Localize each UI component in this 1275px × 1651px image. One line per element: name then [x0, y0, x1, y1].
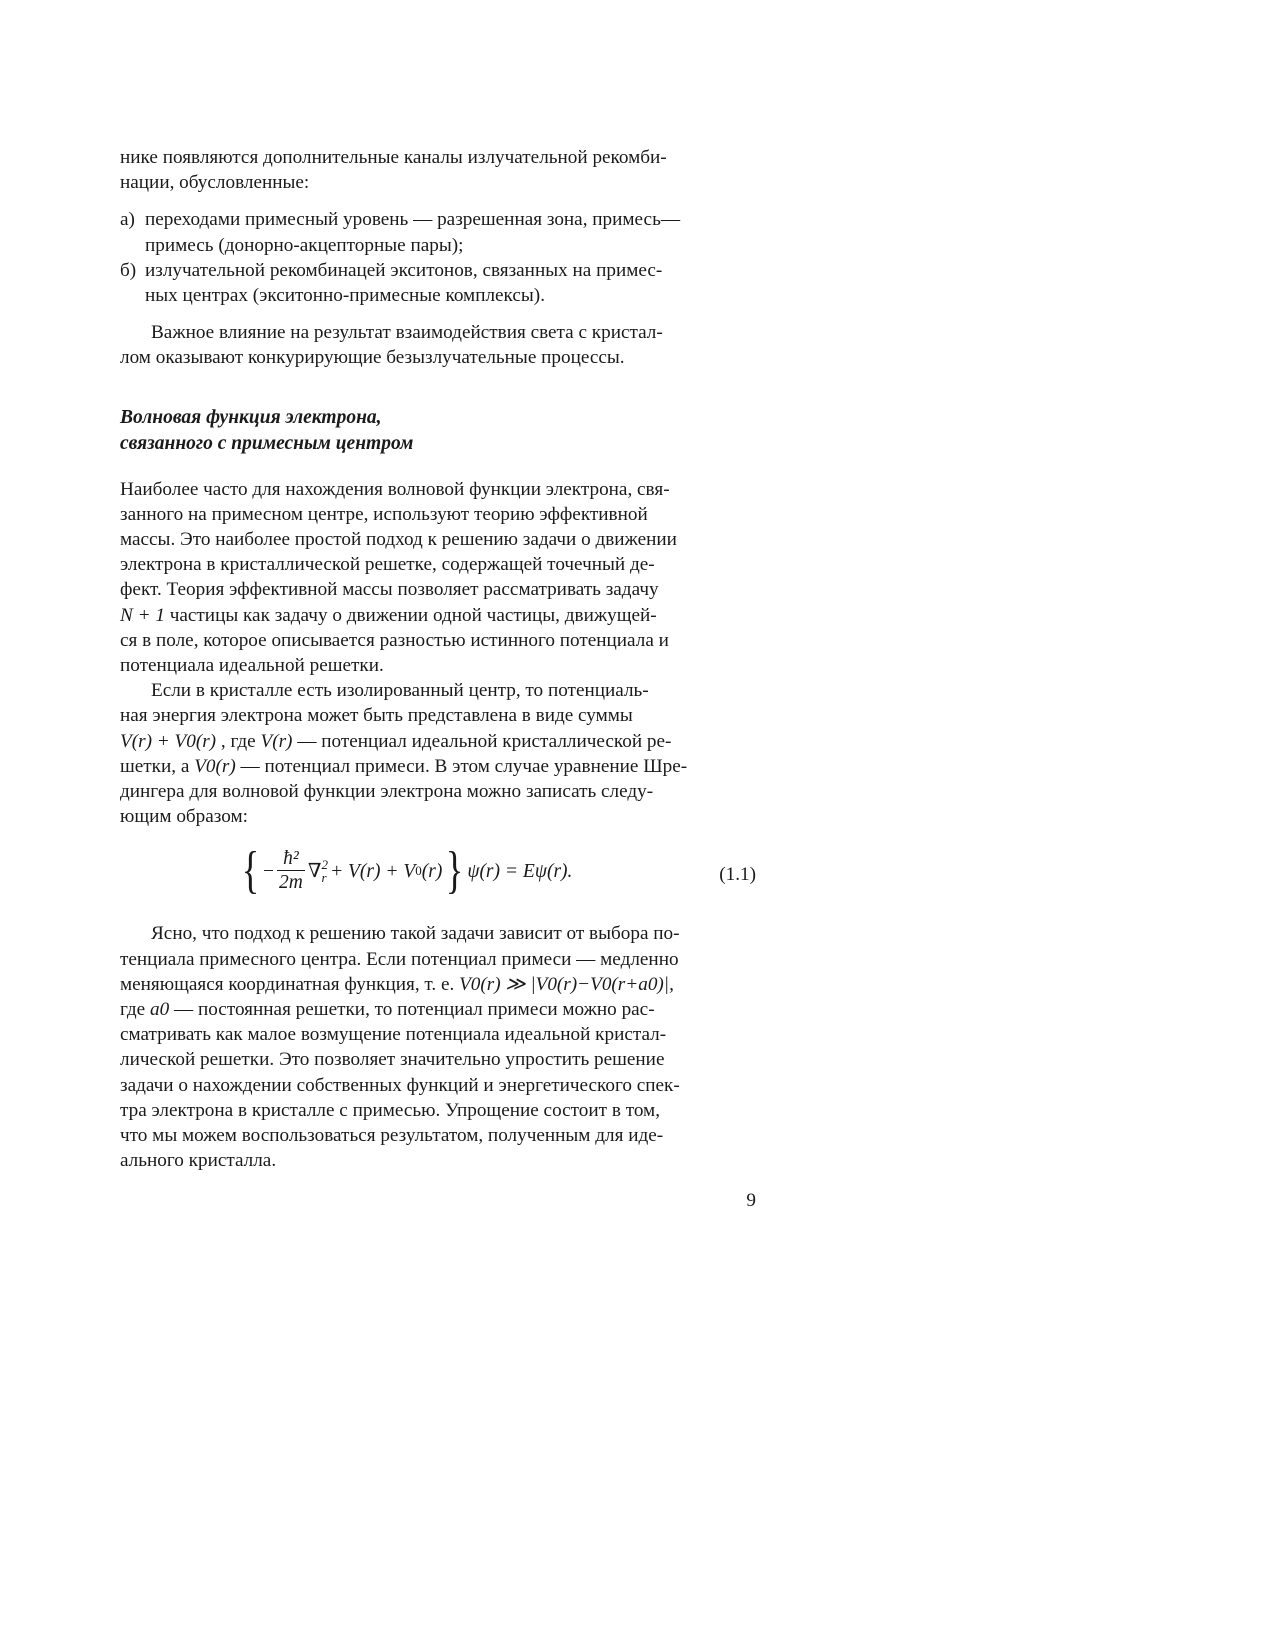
intro-paragraph	[120, 145, 756, 195]
list-marker: а)	[120, 209, 135, 231]
list-line: переходами примесный уровень — разрешенная зона, примесь—	[145, 209, 681, 231]
text-line: задачи о нахождении собственных функций и энергетического спек-	[120, 1074, 680, 1096]
text-fragment: где	[120, 999, 150, 1021]
solution-approach-paragraph	[120, 921, 756, 1173]
text-line: частицы как задачу о движении одной частицы, движущей-	[164, 604, 657, 626]
text-line: дингера для волновой функции электрона можно записать следу-	[120, 781, 654, 803]
text-line: тенциала примесного центра. Если потенциал примеси — медленно	[120, 948, 679, 970]
section-title-line: Волновая функция электрона,	[120, 406, 382, 428]
text-line: ального кристалла.	[120, 1150, 277, 1172]
text-line: Если в кристалле есть изолированный центр, то потенциаль-	[151, 680, 649, 702]
equation-terms: + V(r) + V	[329, 860, 416, 882]
text-line: занного на примесном центре, используют теорию эффективной	[120, 503, 648, 525]
intro-line: нации, обусловленные:	[120, 172, 310, 194]
nabla-subscript: r	[321, 870, 327, 886]
inline-math: a0	[150, 999, 170, 1021]
recombination-list	[120, 207, 756, 308]
list-line: ных центрах (экситонно-примесные комплексы).	[145, 285, 545, 307]
inline-math: V0(r)	[194, 755, 236, 777]
text-line: ная энергия электрона может быть представлена в виде суммы	[120, 705, 633, 727]
text-line: что мы можем воспользоваться результатом, полученным для иде-	[120, 1125, 664, 1147]
page-number: 9	[746, 1189, 756, 1211]
text-line: ющим образом:	[120, 806, 248, 828]
text-line: лом оказывают конкурирующие безызлучательные процессы.	[120, 347, 625, 369]
isolated-center-paragraph	[120, 678, 756, 829]
text-line: Ясно, что подход к решению такой задачи зависит от выбора по-	[151, 923, 680, 945]
text-fragment: , где	[216, 730, 261, 752]
equation-body: { − $\frac{\text{ħ²}}{2m}$ ∇ 2 r + V(r) + V 0 (r) } ψ(r) = Eψ(r).	[241, 842, 573, 900]
equation-rhs: ψ(r) = Eψ(r).	[467, 860, 573, 882]
text-line: сматривать как малое возмущение потенциала идеальной кристал-	[120, 1024, 667, 1046]
text-line: Наиболее часто для нахождения волновой функции электрона, свя-	[120, 478, 670, 500]
list-item	[120, 258, 756, 308]
fraction	[277, 848, 305, 895]
text-line: массы. Это наиболее простой подход к решению задачи о движении	[120, 529, 677, 551]
text-fragment: шетки, а	[120, 755, 195, 777]
text-fragment: — потенциал идеальной кристаллической ре-	[292, 730, 672, 752]
equation-terms: (r)	[421, 860, 443, 882]
fraction-denominator: 2m	[278, 871, 303, 893]
effective-mass-paragraph	[120, 477, 756, 679]
text-fragment: — потенциал примеси. В этом случае уравнение Шре-	[235, 755, 688, 777]
list-line: примесь (донорно-акцепторные пары);	[145, 234, 464, 256]
text-line: лической решетки. Это позволяет значительно упростить решение	[120, 1049, 665, 1071]
text-fragment: меняющаяся координатная функция, т. е.	[120, 973, 460, 995]
page-content	[120, 145, 756, 1213]
list-item-text	[145, 258, 756, 308]
text-line: фект. Теория эффективной массы позволяет рассматривать задачу	[120, 579, 659, 601]
inline-math: N + 1	[120, 604, 165, 626]
fraction-numerator: ħ²	[283, 847, 299, 869]
inline-math: V0(r) ≫ |V0(r)−V0(r+a0)|,	[459, 973, 674, 995]
text-line: электрона в кристаллической решетке, содержащей точечный де-	[120, 554, 655, 576]
minus-sign: −	[262, 860, 274, 882]
nabla-scripts	[321, 858, 328, 884]
inline-math: V(r)	[260, 730, 293, 752]
nabla-symbol: ∇	[307, 860, 322, 882]
close-brace: }	[446, 842, 464, 900]
list-line: излучательной рекомбинацей экситонов, связанных на примес-	[145, 259, 663, 281]
schrodinger-equation	[120, 841, 756, 911]
text-fragment: — постоянная решетки, то потенциал примеси можно рас-	[169, 999, 655, 1021]
intro-line: нике появляются дополнительные каналы излучательной рекомби-	[120, 147, 667, 168]
list-marker: б)	[120, 259, 137, 281]
equation-number: (1.1)	[719, 864, 756, 886]
section-title-line: связанного с примесным центром	[120, 432, 414, 454]
inline-math: V(r) + V0(r)	[120, 730, 217, 752]
list-item-text	[145, 207, 756, 257]
text-line: тра электрона в кристалле с примесью. Упрощение состоит в том,	[120, 1099, 660, 1121]
open-brace: {	[241, 842, 260, 900]
section-title	[120, 405, 756, 457]
text-line: ся в поле, которое описывается разностью истинного потенциала и	[120, 629, 669, 651]
text-line: Важное влияние на результат взаимодействия света с кристал-	[151, 322, 663, 344]
nabla-superscript: 2	[321, 857, 328, 873]
text-line: потенциала идеальной решетки.	[120, 655, 384, 677]
competing-processes-paragraph	[120, 320, 756, 370]
list-item	[120, 207, 756, 257]
